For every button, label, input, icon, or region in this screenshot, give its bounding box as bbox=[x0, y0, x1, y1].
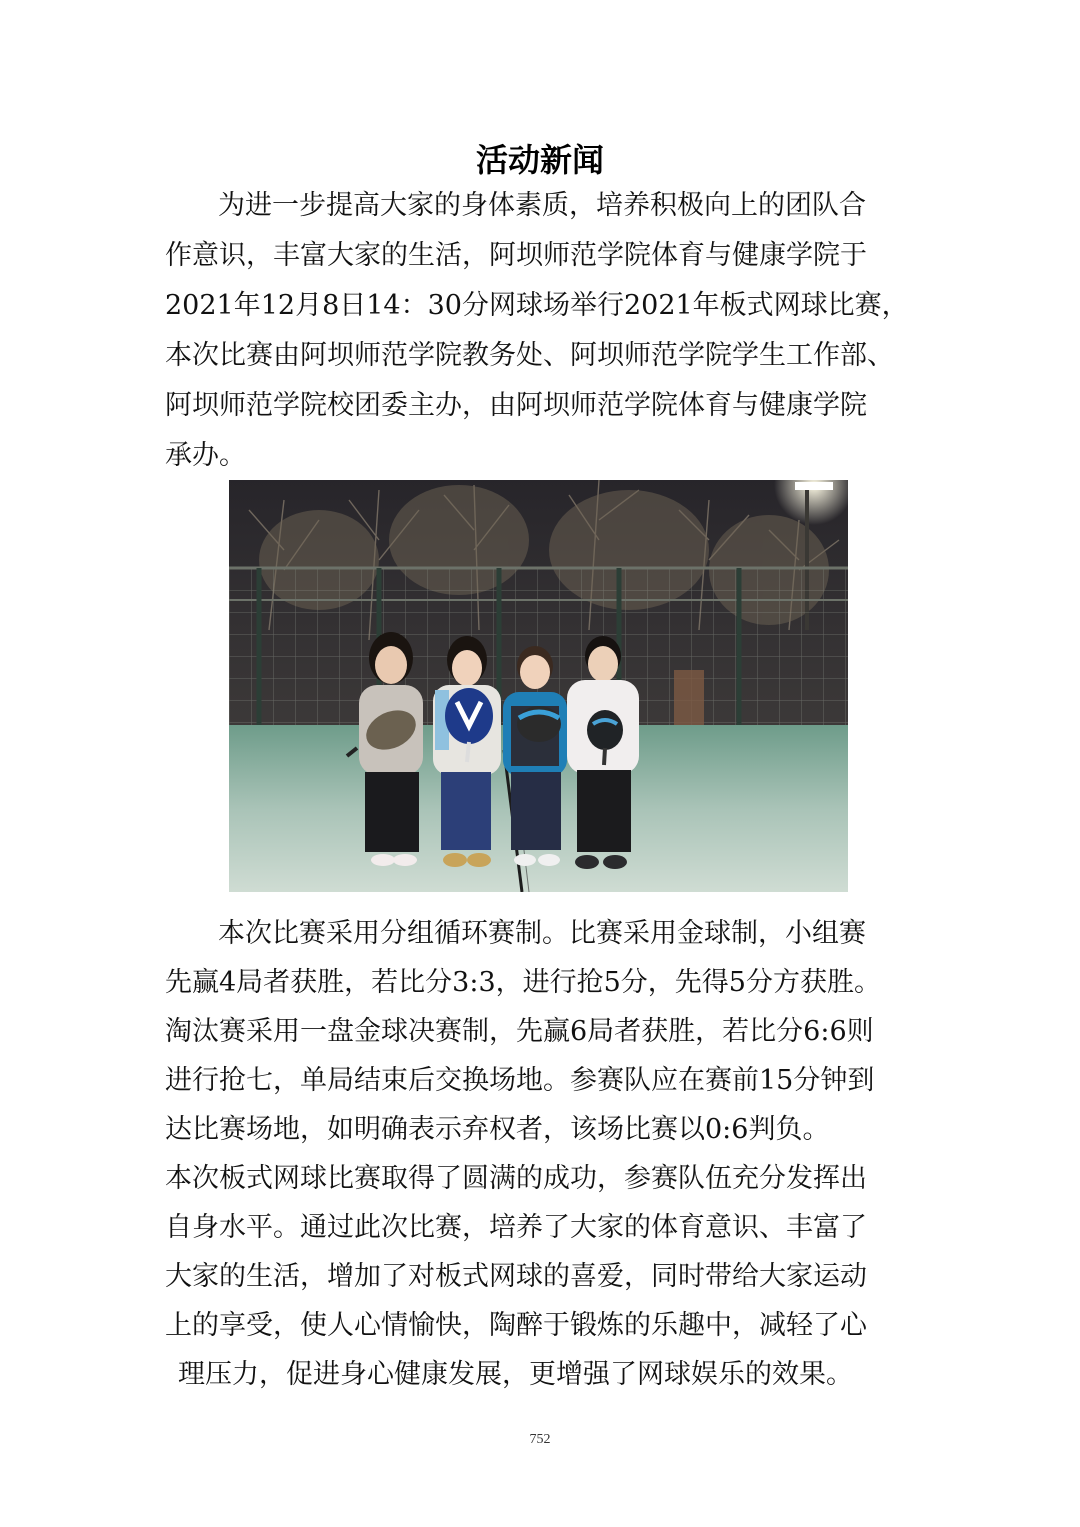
paragraph-1-line: 为进一步提高大家的身体素质，培养积极向上的团队合 bbox=[218, 190, 866, 221]
paragraph-3-line: 大家的生活，增加了对板式网球的喜爱，同时带给大家运动 bbox=[165, 1261, 867, 1292]
paragraph-2-line: 先赢4局者获胜，若比分3:3，进行抢5分，先得5分方获胜。 bbox=[165, 967, 881, 998]
paragraph-1-line: 阿坝师范学院校团委主办，由阿坝师范学院体育与健康学院 bbox=[165, 390, 867, 421]
paragraph-1-line: 承办。 bbox=[165, 440, 246, 471]
paragraph-3-line: 上的享受，使人心情愉快，陶醉于锻炼的乐趣中，减轻了心 bbox=[165, 1310, 867, 1341]
paragraph-1-line: 本次比赛由阿坝师范学院教务处、阿坝师范学院学生工作部、 bbox=[165, 340, 894, 371]
paragraph-2-line: 进行抢七，单局结束后交换场地。参赛队应在赛前15分钟到 bbox=[165, 1065, 875, 1096]
event-photo bbox=[229, 480, 848, 892]
paragraph-1-line: 作意识，丰富大家的生活，阿坝师范学院体育与健康学院于 bbox=[165, 240, 867, 271]
paragraph-2-line: 本次比赛采用分组循环赛制。比赛采用金球制，小组赛 bbox=[218, 918, 866, 949]
paragraph-2-line: 达比赛场地，如明确表示弃权者，该场比赛以0:6判负。 bbox=[165, 1114, 830, 1145]
paragraph-3-line: 本次板式网球比赛取得了圆满的成功，参赛队伍充分发挥出 bbox=[165, 1163, 867, 1194]
paragraph-1-line: 2021年12月8日14：30分网球场举行2021年板式网球比赛， bbox=[165, 290, 909, 321]
paragraph-3-line: 理压力，促进身心健康发展，更增强了网球娱乐的效果。 bbox=[178, 1359, 853, 1390]
page-number: 752 bbox=[529, 1432, 551, 1447]
paragraph-3-line: 自身水平。通过此次比赛，培养了大家的体育意识、丰富了 bbox=[165, 1212, 867, 1243]
paragraph-2-line: 淘汰赛采用一盘金球决赛制，先赢6局者获胜，若比分6:6则 bbox=[165, 1016, 874, 1047]
article-title: 活动新闻 bbox=[475, 141, 604, 179]
